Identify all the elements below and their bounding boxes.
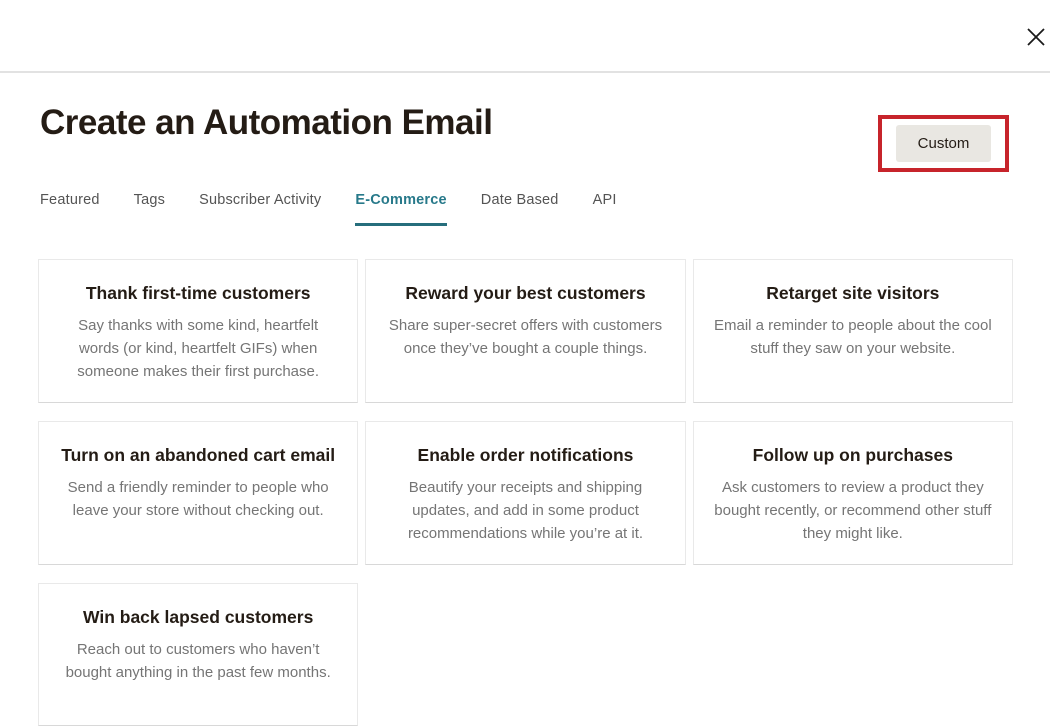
card-reward-your-best-customers[interactable]	[365, 259, 685, 403]
card-description: Email a reminder to people about the cool stuff they saw on your website.	[713, 317, 992, 357]
tab-ecommerce[interactable]: E-Commerce	[355, 192, 446, 226]
tab-featured[interactable]: Featured	[40, 192, 100, 208]
card-title: Follow up on purchases	[752, 444, 953, 465]
card-retarget-site-visitors[interactable]	[693, 259, 1013, 403]
card-description: Send a friendly reminder to people who leave your store without checking out.	[67, 478, 329, 519]
card-description: Ask customers to review a product they bought recently, or recommend other stuff they might like.	[714, 478, 992, 542]
card-title: Thank first-time customers	[85, 283, 311, 303]
card-follow-up-on-purchases[interactable]	[693, 421, 1013, 565]
tab-subscriber-activity[interactable]: Subscriber Activity	[199, 192, 322, 208]
card-title: Retarget site visitors	[766, 283, 940, 303]
card-title: Enable order notifications	[417, 444, 634, 465]
card-thank-first-time-customers[interactable]	[38, 259, 358, 403]
automation-cards-grid	[38, 259, 1013, 726]
card-description: Say thanks with some kind, heartfelt words (or kind, heartfelt GIFs) when someone makes their first purchase.	[77, 317, 320, 380]
modal-header	[0, 103, 1050, 152]
custom-button-annotation-box	[878, 115, 1009, 172]
card-abandoned-cart-email[interactable]	[38, 421, 358, 565]
modal-top-bar	[0, 0, 1050, 73]
card-description: Share super-secret offers with customers once they’ve bought a couple things.	[388, 317, 663, 357]
card-description: Beautify your receipts and shipping updates, and add in some product recommendations while you’re at it.	[407, 478, 644, 542]
card-win-back-lapsed-customers[interactable]	[38, 583, 358, 726]
page-title: Create an Automation Email	[40, 103, 493, 142]
tab-date-based[interactable]: Date Based	[480, 192, 559, 208]
tab-bar	[40, 192, 1050, 226]
card-description: Reach out to customers who haven’t bought anything in the past few months.	[65, 640, 331, 681]
card-title: Win back lapsed customers	[82, 606, 314, 627]
card-title: Turn on an abandoned cart email	[61, 444, 336, 465]
tab-api[interactable]: API	[592, 192, 617, 208]
close-icon	[1025, 26, 1047, 48]
tab-tags[interactable]: Tags	[133, 192, 166, 208]
card-enable-order-notifications[interactable]	[365, 421, 685, 565]
close-button[interactable]	[1023, 24, 1049, 50]
custom-button[interactable]: Custom	[896, 125, 992, 162]
card-title: Reward your best customers	[405, 283, 646, 303]
